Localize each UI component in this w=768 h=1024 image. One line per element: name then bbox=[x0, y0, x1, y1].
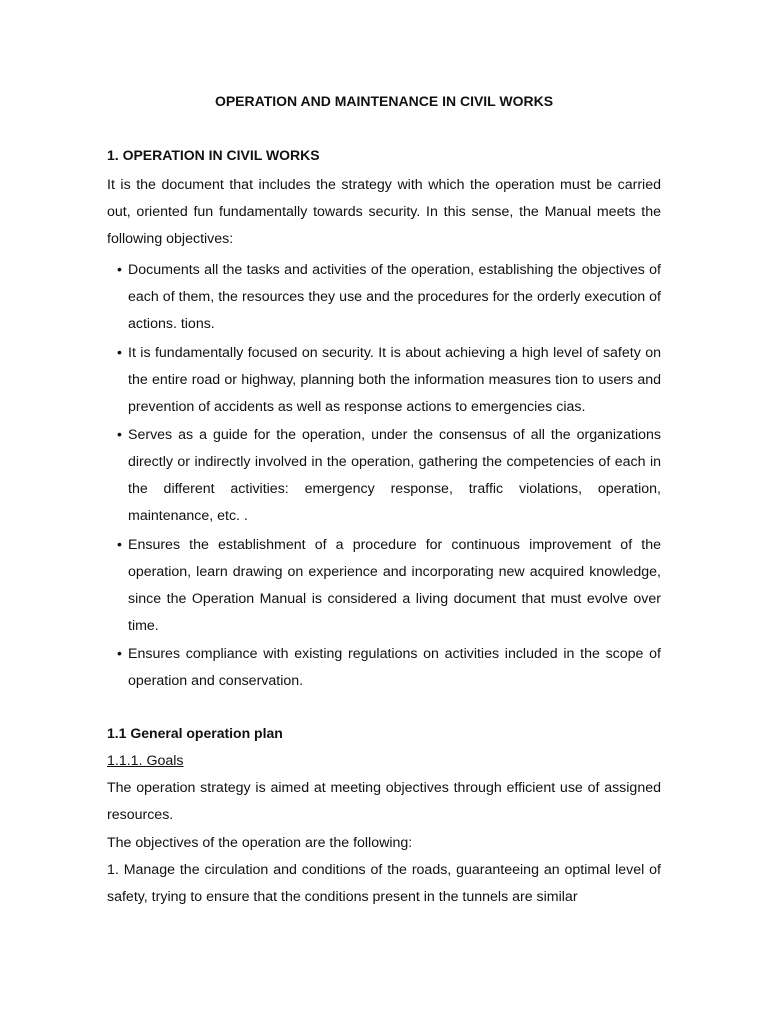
bullet-icon: • bbox=[117, 427, 122, 443]
section-heading-general-plan: 1.1 General operation plan bbox=[107, 725, 283, 741]
strategy-paragraph: The operation strategy is aimed at meeting objectives through efficient use of assigned resources. bbox=[107, 780, 661, 823]
bullet-text: It is fundamentally focused on security. It is about achieving a high level of safety on the entire road or highway, planning both the information measures tion to users and prevention of accidents as well as response actions to emergencies cias. bbox=[128, 344, 661, 415]
bullet-text: Ensures compliance with existing regulations on activities included in the scope of operation and conservation. bbox=[128, 646, 661, 689]
intro-paragraph: It is the document that includes the strategy with which the operation must be carried out, oriented fun fundamentally towards security. In this sense, the Manual meets the following objectives: bbox=[107, 177, 661, 247]
bullet-icon: • bbox=[117, 536, 122, 553]
document-title: OPERATION AND MAINTENANCE IN CIVIL WORKS bbox=[214, 93, 554, 109]
bullet-text: Serves as a guide for the operation, under the consensus of all the organizations directly or indirectly involved in the operation, gathering the competencies of each in the different activities: emergency response, traffic violations, operation, maintenance, etc. . bbox=[128, 427, 661, 524]
bullet-icon: • bbox=[117, 344, 122, 361]
bullet-icon: • bbox=[117, 646, 122, 662]
bullet-item bbox=[107, 340, 661, 421]
objectives-bullet-list bbox=[107, 257, 661, 697]
bullet-item bbox=[107, 257, 661, 338]
subsection-heading-goals: 1.1.1. Goals bbox=[107, 753, 184, 769]
section-heading-operation: 1. OPERATION IN CIVIL WORKS bbox=[107, 147, 320, 163]
objective-1-paragraph: 1. Manage the circulation and conditions of the roads, guaranteeing an optimal level of safety, trying to ensure that the conditions present in the tunnels are similar bbox=[107, 862, 661, 905]
bullet-item bbox=[107, 422, 661, 530]
bullet-text: Documents all the tasks and activities of the operation, establishing the objectives of each of them, the resources they use and the procedures for the orderly execution of actions. tions. bbox=[128, 262, 661, 332]
objectives-intro: The objectives of the operation are the following: bbox=[107, 835, 413, 851]
bullet-icon: • bbox=[117, 262, 122, 278]
bullet-item bbox=[107, 641, 661, 695]
bullet-item bbox=[107, 532, 661, 640]
bullet-text: Ensures the establishment of a procedure for continuous improvement of the operation, learn drawing on experience and incorporating new acquired knowledge, since the Operation Manual is considered a living document that must evolve over time. bbox=[128, 536, 661, 634]
